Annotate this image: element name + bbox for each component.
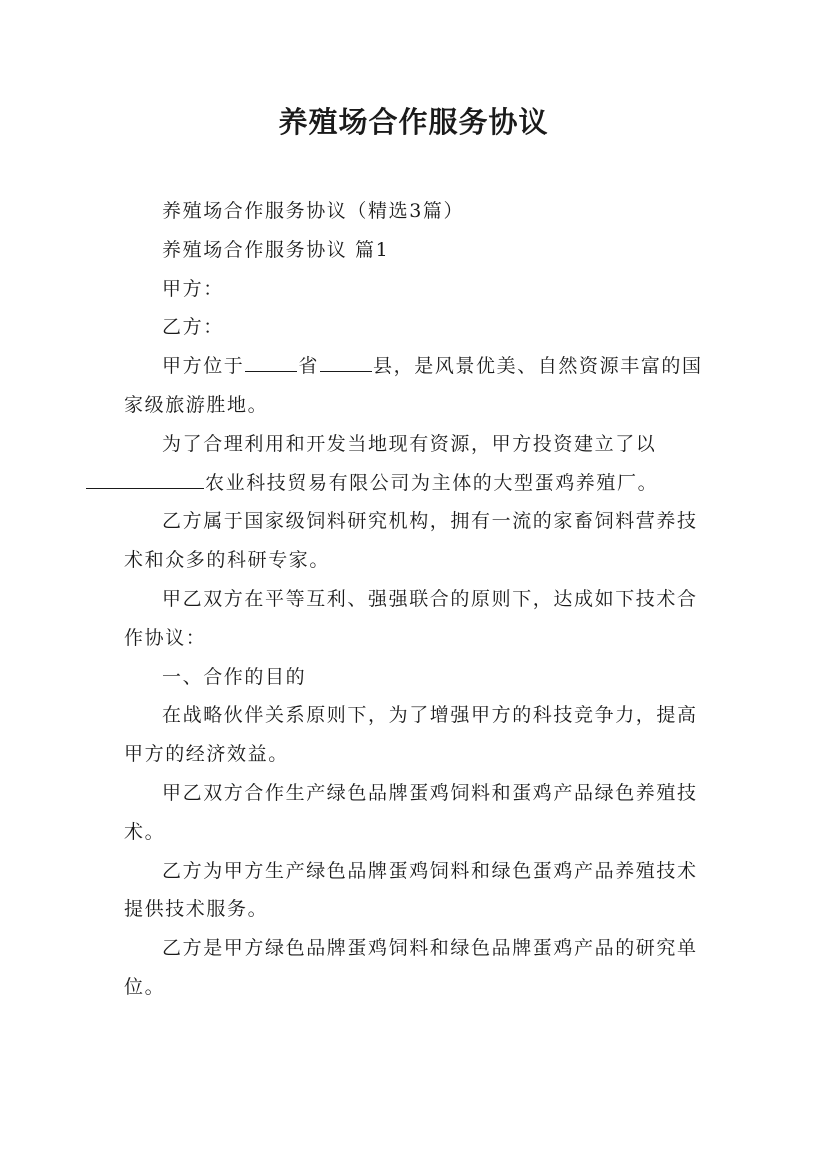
clause-1-paragraph-2: 甲乙双方合作生产绿色品牌蛋鸡饲料和蛋鸡产品绿色养殖技术。 <box>124 781 698 843</box>
company-name-blank <box>86 469 204 489</box>
clause-1-paragraph-3: 乙方为甲方生产绿色品牌蛋鸡饲料和绿色蛋鸡产品养殖技术提供技术服务。 <box>124 859 698 921</box>
location-text-1: 甲方位于 <box>162 355 245 378</box>
party-b-description: 乙方属于国家级饲料研究机构，拥有一流的家畜饲料营养技术和众多的科研专家。 <box>124 510 698 572</box>
clause-1-paragraph-4: 乙方是甲方绿色品牌蛋鸡饲料和绿色品牌蛋鸡产品的研究单位。 <box>124 937 698 998</box>
location-text-2: 省 <box>298 355 320 378</box>
county-blank <box>320 352 372 372</box>
clause-heading-1: 一、合作的目的 <box>162 665 307 688</box>
company-paragraph <box>124 425 704 503</box>
document-body <box>124 192 704 1007</box>
clause-1-paragraph-1: 在战略伙伴关系原则下，为了增强甲方的科技竞争力，提高甲方的经济效益。 <box>124 704 698 766</box>
party-b-line: 乙方： <box>162 316 224 339</box>
company-text-1: 为了合理利用和开发当地现有资源，甲方投资建立了以 <box>162 432 657 455</box>
province-blank <box>245 352 297 372</box>
party-a-line: 甲方： <box>162 277 224 300</box>
company-text-2: 农业科技贸易有限公司为主体的大型蛋鸡养殖厂。 <box>205 471 659 494</box>
subtitle-paragraph: 养殖场合作服务协议（精选3篇） <box>162 200 465 222</box>
agreement-intro: 甲乙双方在平等互利、强强联合的原则下，达成如下技术合作协议： <box>124 587 698 649</box>
document-title: 养殖场合作服务协议 <box>278 105 549 139</box>
section-heading: 养殖场合作服务协议 篇1 <box>162 238 390 261</box>
location-text-3: 县，是风景优美、自然资源丰富的国家级旅游胜地。 <box>124 355 703 416</box>
location-paragraph <box>124 347 704 425</box>
